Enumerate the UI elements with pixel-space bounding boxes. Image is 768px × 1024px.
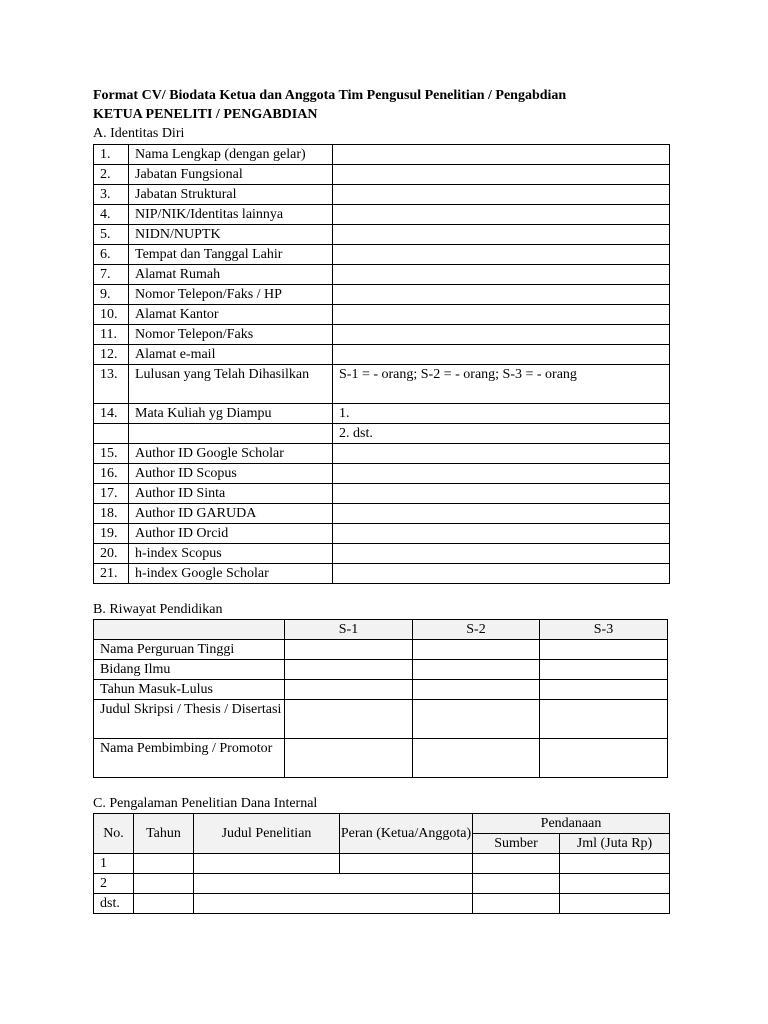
document-page xyxy=(93,86,669,914)
row-label: Jabatan Struktural xyxy=(129,185,333,205)
column-header: S-3 xyxy=(540,620,668,640)
row-value-field[interactable] xyxy=(333,145,670,165)
table-row xyxy=(94,464,670,484)
education-cell[interactable] xyxy=(285,640,413,660)
table-row xyxy=(94,225,670,245)
row-value-field[interactable] xyxy=(333,444,670,464)
header-peran: Peran (Ketua/Anggota) xyxy=(340,814,473,854)
judul-cell[interactable] xyxy=(194,854,340,874)
row-label: Nama Pembimbing / Promotor xyxy=(94,739,285,778)
row-value-field[interactable] xyxy=(333,305,670,325)
education-cell[interactable] xyxy=(540,640,668,660)
row-label: h-index Scopus xyxy=(129,544,333,564)
row-label: Mata Kuliah yg Diampu xyxy=(129,404,333,424)
row-value-field[interactable] xyxy=(333,245,670,265)
row-number: 18. xyxy=(94,504,129,524)
row-number: 21. xyxy=(94,564,129,584)
section-a-heading: A. Identitas Diri xyxy=(93,126,185,141)
education-cell[interactable] xyxy=(413,739,540,778)
table-row xyxy=(94,504,670,524)
row-value-field[interactable] xyxy=(333,544,670,564)
row-label: h-index Google Scholar xyxy=(129,564,333,584)
table-row xyxy=(94,424,670,444)
header-no: No. xyxy=(94,814,134,854)
row-label: Author ID Orcid xyxy=(129,524,333,544)
row-number: 3. xyxy=(94,185,129,205)
row-label: Lulusan yang Telah Dihasilkan xyxy=(129,365,333,404)
table-row xyxy=(94,205,670,225)
row-label: NIP/NIK/Identitas lainnya xyxy=(129,205,333,225)
judul-cell[interactable] xyxy=(194,894,473,914)
table-row xyxy=(94,564,670,584)
table-row xyxy=(94,680,668,700)
document-title: Format CV/ Biodata Ketua dan Anggota Tim Pengusul Penelitian / Pengabdian xyxy=(93,88,567,103)
table-row xyxy=(94,854,670,874)
document-subtitle: KETUA PENELITI / PENGABDIAN xyxy=(93,107,318,122)
row-number: 2. xyxy=(94,165,129,185)
pengalaman-penelitian-table xyxy=(93,813,670,914)
row-label: Nama Perguruan Tinggi xyxy=(94,640,285,660)
education-cell[interactable] xyxy=(285,739,413,778)
column-header: S-1 xyxy=(285,620,413,640)
table-row xyxy=(94,524,670,544)
row-number: 15. xyxy=(94,444,129,464)
education-cell[interactable] xyxy=(285,680,413,700)
sumber-cell[interactable] xyxy=(473,854,560,874)
education-cell[interactable] xyxy=(413,640,540,660)
table-row xyxy=(94,305,670,325)
row-number: 20. xyxy=(94,544,129,564)
row-label: Author ID Sinta xyxy=(129,484,333,504)
row-label: Nomor Telepon/Faks xyxy=(129,325,333,345)
row-value-field[interactable] xyxy=(333,265,670,285)
identitas-diri-table xyxy=(93,144,670,584)
row-label: Alamat e-mail xyxy=(129,345,333,365)
row-label: Author ID Scopus xyxy=(129,464,333,484)
table-row xyxy=(94,325,670,345)
header-tahun: Tahun xyxy=(134,814,194,854)
row-value-field[interactable]: 1. xyxy=(333,404,670,424)
row-value-field[interactable] xyxy=(333,325,670,345)
education-cell[interactable] xyxy=(413,680,540,700)
education-cell[interactable] xyxy=(540,739,668,778)
row-value-field[interactable] xyxy=(333,285,670,305)
education-cell[interactable] xyxy=(540,660,668,680)
jml-cell[interactable] xyxy=(560,894,670,914)
education-cell[interactable] xyxy=(413,700,540,739)
table-row xyxy=(94,285,670,305)
table-row xyxy=(94,145,670,165)
row-number: 6. xyxy=(94,245,129,265)
row-label: Alamat Kantor xyxy=(129,305,333,325)
table-row xyxy=(94,660,668,680)
row-label: Alamat Rumah xyxy=(129,265,333,285)
row-number: 2 xyxy=(94,874,134,894)
row-label: Tempat dan Tanggal Lahir xyxy=(129,245,333,265)
table-row xyxy=(94,185,670,205)
row-value-field[interactable] xyxy=(333,345,670,365)
table-row xyxy=(94,640,668,660)
table-row xyxy=(94,165,670,185)
row-number: 9. xyxy=(94,285,129,305)
row-label: Jabatan Fungsional xyxy=(129,165,333,185)
table-row xyxy=(94,245,670,265)
judul-cell[interactable] xyxy=(194,874,473,894)
row-value-field[interactable]: 2. dst. xyxy=(333,424,670,444)
row-value-field[interactable] xyxy=(333,504,670,524)
jml-cell[interactable] xyxy=(560,854,670,874)
peran-cell[interactable] xyxy=(340,854,473,874)
row-value-field[interactable] xyxy=(333,165,670,185)
sumber-cell[interactable] xyxy=(473,874,560,894)
row-label: Author ID Google Scholar xyxy=(129,444,333,464)
row-number: 1. xyxy=(94,145,129,165)
row-label: Nomor Telepon/Faks / HP xyxy=(129,285,333,305)
table-row xyxy=(94,365,670,404)
row-number: 5. xyxy=(94,225,129,245)
section-b-heading: B. Riwayat Pendidikan xyxy=(93,602,223,617)
header-sumber: Sumber xyxy=(473,834,560,854)
table-header-row xyxy=(94,814,670,834)
education-cell[interactable] xyxy=(540,680,668,700)
row-number: dst. xyxy=(94,894,134,914)
row-label: Judul Skripsi / Thesis / Disertasi xyxy=(94,700,285,739)
row-number: 4. xyxy=(94,205,129,225)
tahun-cell[interactable] xyxy=(134,894,194,914)
table-row xyxy=(94,484,670,504)
row-number: 1 xyxy=(94,854,134,874)
table-row xyxy=(94,700,668,739)
row-label: Author ID GARUDA xyxy=(129,504,333,524)
table-row xyxy=(94,404,670,424)
row-number: 7. xyxy=(94,265,129,285)
row-number: 11. xyxy=(94,325,129,345)
header-pendanaan: Pendanaan xyxy=(473,814,670,834)
row-label: Nama Lengkap (dengan gelar) xyxy=(129,145,333,165)
row-number: 16. xyxy=(94,464,129,484)
table-row xyxy=(94,739,668,778)
row-value-field[interactable] xyxy=(333,484,670,504)
table-header-row xyxy=(94,620,668,640)
row-value-field[interactable] xyxy=(333,464,670,484)
riwayat-pendidikan-table xyxy=(93,619,668,778)
row-number: 10. xyxy=(94,305,129,325)
table-row xyxy=(94,544,670,564)
header-jml: Jml (Juta Rp) xyxy=(560,834,670,854)
row-number xyxy=(94,424,129,444)
row-value-field[interactable] xyxy=(333,564,670,584)
education-cell[interactable] xyxy=(413,660,540,680)
row-value-field[interactable] xyxy=(333,185,670,205)
row-number: 13. xyxy=(94,365,129,404)
section-c-heading: C. Pengalaman Penelitian Dana Internal xyxy=(93,796,318,811)
row-number: 19. xyxy=(94,524,129,544)
education-cell[interactable] xyxy=(285,660,413,680)
table-row xyxy=(94,894,670,914)
row-number: 17. xyxy=(94,484,129,504)
row-number: 14. xyxy=(94,404,129,424)
table-row xyxy=(94,265,670,285)
column-header: S-2 xyxy=(413,620,540,640)
education-cell[interactable] xyxy=(285,700,413,739)
row-number: 12. xyxy=(94,345,129,365)
row-label xyxy=(129,424,333,444)
row-label: NIDN/NUPTK xyxy=(129,225,333,245)
row-value-field[interactable]: S-1 = - orang; S-2 = - orang; S-3 = - orang xyxy=(333,365,670,404)
education-cell[interactable] xyxy=(540,700,668,739)
header-judul: Judul Penelitian xyxy=(194,814,340,854)
table-row xyxy=(94,874,670,894)
row-value-field[interactable] xyxy=(333,225,670,245)
row-label: Bidang Ilmu xyxy=(94,660,285,680)
tahun-cell[interactable] xyxy=(134,874,194,894)
row-value-field[interactable] xyxy=(333,205,670,225)
column-header xyxy=(94,620,285,640)
tahun-cell[interactable] xyxy=(134,854,194,874)
table-row xyxy=(94,444,670,464)
row-label: Tahun Masuk-Lulus xyxy=(94,680,285,700)
row-value-field[interactable] xyxy=(333,524,670,544)
jml-cell[interactable] xyxy=(560,874,670,894)
table-row xyxy=(94,345,670,365)
sumber-cell[interactable] xyxy=(473,894,560,914)
